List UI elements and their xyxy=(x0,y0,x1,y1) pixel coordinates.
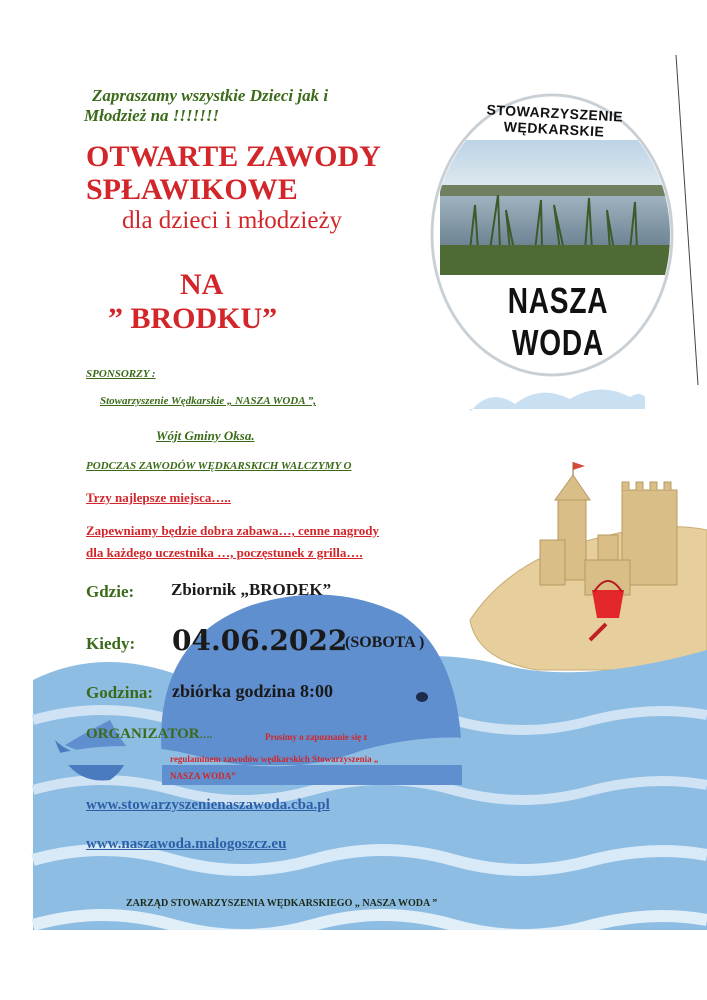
sand-castle-shape xyxy=(540,462,677,595)
logo-arc-text: STOWARZYSZENIE WĘDKARSKIE xyxy=(486,101,624,140)
when-date: 04.06.2022 xyxy=(172,624,348,657)
organizer-label xyxy=(86,726,212,743)
decorative-line xyxy=(676,55,698,385)
organizer-note-3: NASZA WODA” xyxy=(170,771,236,781)
website-link-2[interactable]: www.naszawoda.malogoszcz.eu xyxy=(86,836,287,852)
where-value: Zbiornik „BRODEK” xyxy=(171,580,332,599)
organizer-note-1: Prosimy o zapoznanie się z xyxy=(265,732,368,742)
headline-brodku: ” BRODKU” xyxy=(108,302,278,335)
sponsors-heading: SPONSORZY : xyxy=(86,368,156,380)
headline-line-2: SPŁAWIKOWE xyxy=(86,173,298,206)
organizer-label-text: ORGANIZATOR xyxy=(86,726,200,742)
headline-line-1: OTWARTE ZAWODY xyxy=(86,140,381,173)
prizes-fun-line-1: Zapewniamy będzie dobra zabawa…, cenne nagrody xyxy=(86,523,379,538)
small-wave-shape xyxy=(470,389,645,412)
prizes-places: Trzy najlepsze miejsca….. xyxy=(86,490,231,505)
logo-bottom-text: NASZA WODA xyxy=(507,280,609,363)
sponsor-item-2: Wójt Gminy Oksa. xyxy=(156,428,255,443)
time-value: zbiórka godzina 8:00 xyxy=(172,681,334,701)
intro-line-1: Zapraszamy wszystkie Dzieci jak i xyxy=(92,86,329,105)
prizes-line: PODCZAS ZAWODÓW WĘDKARSKICH WALCZYMY O xyxy=(86,460,352,472)
headline-line-3: dla dzieci i młodzieży xyxy=(122,207,343,234)
headline-na: NA xyxy=(180,268,224,301)
footer-text: ZARZĄD STOWARZYSZENIA WĘDKARSKIEGO „ NASZA WODA ” xyxy=(126,898,438,909)
time-label: Godzina: xyxy=(86,683,154,702)
organizer-dots: …. xyxy=(199,730,213,741)
website-link-1[interactable]: www.stowarzyszenienaszawoda.cba.pl xyxy=(86,797,330,813)
prizes-fun-line-2: dla każdego uczestnika …, poczęstunek z grilla…. xyxy=(86,545,363,560)
sponsor-item-1: Stowarzyszenie Wędkarskie „ NASZA WODA ”, xyxy=(100,395,316,407)
where-label: Gdzie: xyxy=(86,582,135,601)
when-day: (SOBOTA ) xyxy=(345,634,425,651)
when-label: Kiedy: xyxy=(86,634,136,653)
organizer-note-2: regulaminem zawodów wędkarskich Stowarzyszenia „ xyxy=(170,754,379,764)
intro-line-2: Młodzież na !!!!!!! xyxy=(84,106,220,125)
